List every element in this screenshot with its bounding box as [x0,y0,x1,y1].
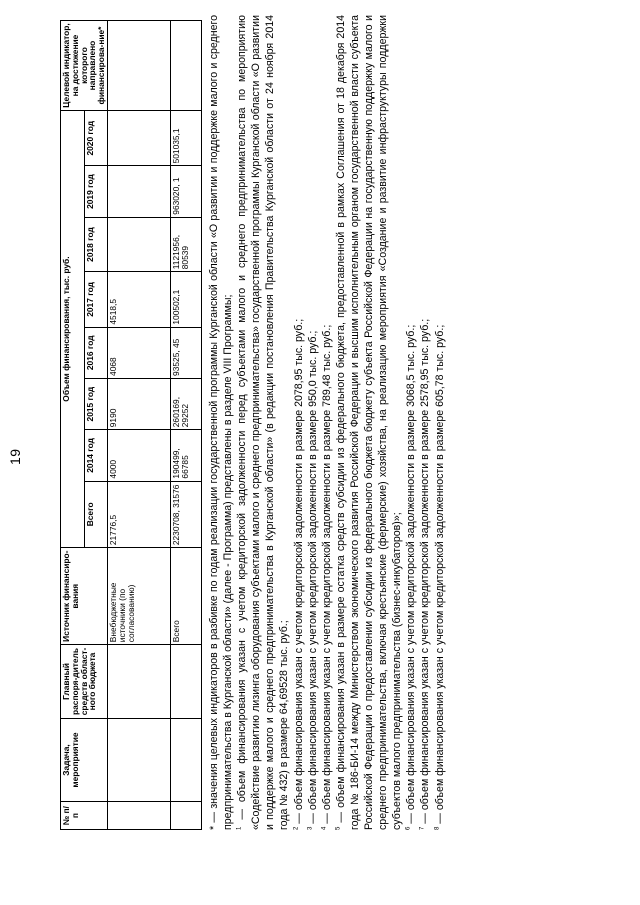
cell-task [171,718,202,802]
table-row [108,21,171,830]
footnote [207,15,235,830]
cell-2016: 93525, 45 [171,327,202,378]
cell-total: 2230708, 31576 [171,481,202,548]
footnote-text: — объем финансирования указан с учетом кредиторской задолженности в размере 2078,95 тыс. руб.; [292,318,305,827]
header-year-2014: 2014 год [84,430,108,481]
footnote [418,15,432,830]
footnote-text: — объем финансирования указан с учетом кредиторской задолженности в размере 2578,95 тыс. руб.; [419,318,432,827]
footnote-text: — объем финансирования указан с учетом кредиторской задолженности в размере 605,78 тыс. руб.; [433,324,446,827]
footnote [433,15,447,830]
header-target: Целевой индикатор, на достижение которого направлено финансирова-ние* [61,21,108,111]
financing-table [60,20,202,830]
cell-2016: 4068 [108,327,171,378]
footnote [404,15,418,830]
header-funding-group: Объем финансирования, тыс. руб. [61,111,85,548]
footnote [334,15,404,830]
footnote-text: — объем финансирования указан с учетом кредиторской задолженности в размере 950,0 тыс. руб.; [306,330,319,827]
footnote-mark: 4 [321,826,328,830]
header-year-2016: 2016 год [84,327,108,378]
header-task: Задача, мероприятие [61,718,108,802]
cell-task [108,718,171,802]
footnote [235,15,291,830]
footnote-mark: 3 [307,826,314,830]
footnote-text: — значения целевых индикаторов в разбивке по годам реализации государственной программы Курганской области «О развитии и поддержке малого и среднего предпринимательства в Курганской области» (далее - Программа) представлены в разделе VIII Программы; [208,15,235,830]
cell-number [108,802,171,830]
cell-2020 [108,111,171,166]
cell-target [171,21,202,111]
footnote-mark: 8 [433,826,440,830]
cell-2018 [108,217,171,272]
footnotes [207,15,447,830]
cell-admin [171,645,202,719]
cell-target [108,21,171,111]
header-number: № п/п [61,802,108,830]
footnote-text: — объем финансирования указан в размере остатка средств субсидии из федерального бюджета, предоставленной в рамках Соглашения от 18 декабря 2014 года № 186-БИ-14 между Министерством экономического развития Российской Федерации и высшим исполнительным органом государственной власти субъекта Российской Федерации о предоставлении субсидии из федерального бюджета бюджету субъекта Российской Федерации на государственную поддержку малого и среднего предпринимательства, включая крестьянские (фермерские) хозяйства, на реализацию мероприятия «Создание и развитие инфраструктуры поддержки субъектов малого предпринимательства (бизнес-инкубаторов)»; [334,15,404,830]
cell-source: Внебюджетные источники (по согласованию) [108,548,171,645]
cell-2017: 100502,1 [171,272,202,327]
footnote-text: — объем финансирования указан с учетом кредиторской задолженности в размере 789,48 тыс. руб.; [320,324,333,827]
footnote [306,15,320,830]
header-year-2017: 2017 год [84,272,108,327]
header-year-2019: 2019 год [84,166,108,217]
cell-2015: 9190 [108,378,171,429]
footnote-text: — объем финансирования указан с учетом кредиторской задолженности в размере 3068,5 тыс. руб.; [405,324,418,827]
footnote-mark: 5 [335,826,342,830]
table-header-row [61,21,85,830]
header-year-2015: 2015 год [84,378,108,429]
footnote-mark: 2 [293,826,300,830]
footnote [320,15,334,830]
footnote-text: — объем финансирования указан с учетом кредиторской задолженности перед субъектами малого и среднего предпринимательства по мероприятию «Содействие развитию лизинга оборудования субъектами малого и среднего предпринимательства» государственной программы Курганской области «О развитии и поддержке малого и среднего предпринимательства в Курганской области» (в редакции постановления Правительства Курганской области от 24 ноября 2014 года № 432) в размере 64,69528 тыс. руб.; [236,15,291,830]
page-number: 19 [7,448,23,465]
header-total: Всего [84,481,108,548]
cell-2014: 4000 [108,430,171,481]
cell-2020: 501035,1 [171,111,202,166]
cell-number [171,802,202,830]
footnote-mark: 1 [236,826,243,830]
cell-2014: 190499, 66785 [171,430,202,481]
header-source: Источник финансиро-вания [61,548,108,645]
footnote [292,15,306,830]
cell-admin [108,645,171,719]
header-admin: Главный распоря-дитель средств област-ного бюджета [61,645,108,719]
footnote-mark: 7 [419,826,426,830]
cell-2018: 1121956, 80539 [171,217,202,272]
cell-2019 [108,166,171,217]
header-year-2020: 2020 год [84,111,108,166]
header-year-2018: 2018 год [84,217,108,272]
cell-2015: 260169, 29252 [171,378,202,429]
footnote-mark: 6 [405,826,412,830]
cell-total: 21776,5 [108,481,171,548]
cell-2019: 963020, 1 [171,166,202,217]
footnote-mark: * [208,825,220,830]
cell-source: Всего [171,548,202,645]
cell-2017: 4518,5 [108,272,171,327]
table-row [171,21,202,830]
